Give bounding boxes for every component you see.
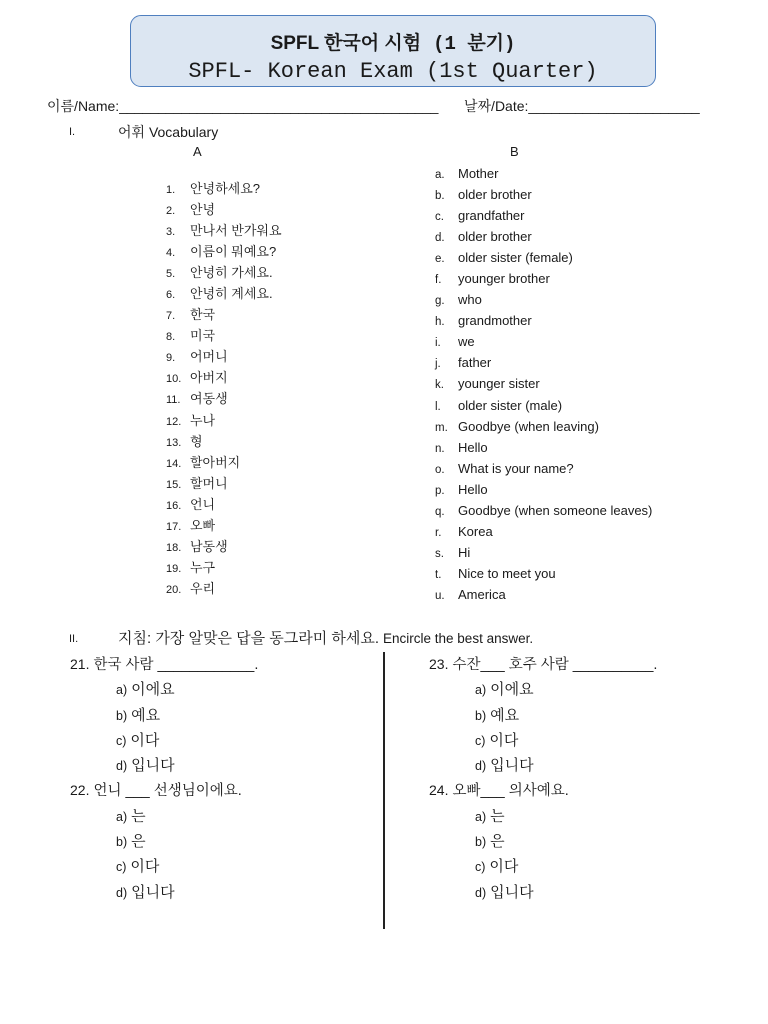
- vocab-a-number: 2.: [166, 205, 176, 218]
- column-divider: [383, 652, 385, 929]
- vocab-a-number: 4.: [166, 247, 176, 260]
- vocab-b-item-e: [435, 247, 652, 268]
- question-21: [70, 652, 258, 677]
- option-text: 입니다: [490, 757, 534, 775]
- question-21-option-b: [70, 703, 258, 728]
- question-22-option-a: [70, 804, 258, 829]
- vocab-a-item-10: [166, 367, 282, 388]
- vocab-a-item-12: [166, 410, 282, 431]
- vocab-b-text: Goodbye (when someone leaves): [458, 502, 653, 518]
- exam-title-box: [130, 15, 656, 87]
- vocab-a-number: 7.: [166, 310, 176, 323]
- vocab-a-item-20: [166, 578, 282, 599]
- vocab-b-text: younger sister: [458, 376, 540, 392]
- vocab-a-item-9: [166, 346, 282, 367]
- vocab-b-text: grandfather: [458, 208, 525, 224]
- question-stem: 한국 사람 ____________.: [93, 657, 259, 673]
- vocab-a-text: 한국: [190, 307, 216, 323]
- vocab-b-letter: j.: [435, 358, 441, 371]
- vocab-b-text: who: [458, 292, 482, 308]
- option-text: 은: [490, 833, 505, 851]
- vocab-b-item-t: [435, 563, 652, 584]
- vocab-b-text: grandmother: [458, 313, 532, 329]
- vocab-a-item-1: [166, 178, 282, 199]
- name-label: 이름/Name:: [47, 98, 120, 114]
- exam-title-main: SPFL 한국어 시험: [270, 33, 422, 54]
- question-24-option-a: [429, 804, 657, 829]
- vocab-b-item-j: [435, 352, 652, 373]
- vocab-a-item-13: [166, 431, 282, 452]
- vocab-b-letter: m.: [435, 421, 448, 434]
- option-label: d): [475, 885, 487, 900]
- option-text: 이에요: [131, 681, 175, 699]
- vocab-b-item-o: [435, 458, 652, 479]
- column-b-heading: B: [510, 144, 519, 159]
- vocab-a-number: 20.: [166, 583, 182, 596]
- instruction-english: Encircle the best answer.: [383, 631, 534, 646]
- vocab-a-item-6: [166, 283, 282, 304]
- vocab-a-text: 아버지: [190, 370, 228, 386]
- vocab-b-letter: u.: [435, 589, 445, 602]
- vocab-a-item-18: [166, 536, 282, 557]
- questions-right-column: [429, 652, 657, 905]
- vocab-a-number: 1.: [166, 184, 176, 196]
- vocab-b-item-c: [435, 205, 652, 226]
- vocab-b-letter: d.: [435, 232, 445, 245]
- vocab-b-letter: t.: [435, 568, 442, 581]
- vocab-a-number: 19.: [166, 562, 182, 575]
- vocab-b-letter: p.: [435, 484, 445, 497]
- column-a-heading: A: [193, 144, 202, 159]
- vocab-a-item-5: [166, 262, 282, 283]
- vocab-b-text: America: [458, 586, 506, 602]
- vocab-a-item-7: [166, 304, 282, 325]
- vocab-b-text: Korea: [458, 523, 493, 539]
- vocab-a-item-14: [166, 452, 282, 473]
- vocab-a-text: 안녕: [190, 202, 216, 218]
- vocab-b-item-g: [435, 289, 652, 310]
- vocab-a-number: 11.: [166, 394, 181, 407]
- question-number: 23.: [429, 656, 449, 672]
- vocab-a-item-11: [166, 388, 282, 409]
- option-label: b): [116, 708, 128, 723]
- vocab-b-text: father: [458, 355, 492, 371]
- question-stem: 오빠___ 의사예요.: [452, 783, 569, 800]
- question-21-option-c: [70, 728, 258, 753]
- vocab-b-item-d: [435, 226, 652, 247]
- vocab-b-text: What is your name?: [458, 460, 574, 476]
- vocab-a-text: 이름이 뭐예요?: [190, 244, 277, 260]
- question-22-option-c: [70, 854, 258, 879]
- question-stem: 수잔___ 호주 사람 __________.: [452, 657, 658, 673]
- section-2-instruction: [118, 628, 533, 650]
- vocab-b-text: older brother: [458, 229, 532, 245]
- vocab-a-text: 어머니: [190, 349, 228, 365]
- option-label: a): [116, 683, 128, 698]
- option-text: 은: [131, 833, 146, 851]
- option-text: 이다: [489, 858, 519, 876]
- date-blank: ______________________: [528, 98, 700, 114]
- vocab-a-item-3: [166, 220, 282, 241]
- vocab-b-item-l: [435, 395, 652, 416]
- vocab-a-text: 안녕하세요?: [190, 181, 261, 196]
- option-text: 이다: [489, 731, 519, 749]
- vocab-b-text: older brother: [458, 187, 532, 203]
- name-field: [47, 96, 438, 116]
- question-23-option-a: [429, 677, 657, 702]
- option-label: b): [116, 835, 128, 850]
- question-23-option-d: [429, 753, 657, 778]
- vocab-b-letter: s.: [435, 547, 444, 560]
- vocab-a-number: 8.: [166, 331, 176, 344]
- section-1-numeral: I.: [69, 126, 76, 138]
- option-text: 입니다: [131, 883, 175, 901]
- vocab-a-item-16: [166, 494, 282, 515]
- option-text: 입니다: [490, 883, 534, 901]
- question-24-option-d: [429, 880, 657, 905]
- vocab-a-item-19: [166, 557, 282, 578]
- vocab-b-item-u: [435, 584, 652, 605]
- vocab-b-item-b: [435, 184, 652, 205]
- vocab-b-letter: a.: [435, 169, 445, 181]
- option-text: 이다: [130, 858, 160, 876]
- vocab-a-text: 언니: [190, 496, 216, 512]
- vocab-column-b: [435, 163, 652, 605]
- vocab-a-text: 누나: [190, 412, 216, 428]
- vocab-b-item-p: [435, 479, 652, 500]
- vocab-b-item-a: [435, 163, 652, 184]
- option-text: 이다: [130, 731, 160, 749]
- vocab-b-letter: g.: [435, 295, 445, 308]
- vocab-a-item-8: [166, 325, 282, 346]
- vocab-a-text: 만나서 반가워요: [190, 223, 282, 239]
- vocab-b-item-i: [435, 331, 652, 352]
- vocab-a-text: 우리: [190, 580, 216, 596]
- option-label: d): [116, 885, 128, 900]
- vocab-a-number: 17.: [166, 520, 182, 533]
- vocab-column-a: [166, 178, 282, 599]
- question-number: 21.: [70, 656, 90, 672]
- vocab-a-text: 할아버지: [190, 454, 241, 470]
- question-number: 22.: [70, 782, 90, 799]
- option-text: 입니다: [131, 757, 175, 775]
- option-label: a): [475, 683, 487, 698]
- vocab-a-number: 13.: [166, 436, 182, 449]
- vocab-b-item-h: [435, 310, 652, 331]
- vocab-a-text: 안녕히 가세요.: [190, 265, 273, 281]
- option-label: b): [475, 708, 487, 723]
- vocab-b-letter: c.: [435, 211, 444, 224]
- vocab-b-item-n: [435, 437, 652, 458]
- vocab-b-text: Mother: [458, 166, 499, 181]
- vocab-b-letter: b.: [435, 190, 445, 203]
- date-label: 날짜/Date:: [464, 98, 529, 114]
- vocab-a-number: 6.: [166, 289, 176, 302]
- section-1-title: 어휘 Vocabulary: [118, 124, 219, 140]
- option-text: 는: [131, 807, 146, 825]
- vocab-b-text: Nice to meet you: [458, 565, 556, 581]
- vocab-b-letter: e.: [435, 253, 445, 266]
- vocab-b-text: Hi: [458, 544, 471, 560]
- vocab-a-text: 여동생: [190, 391, 228, 407]
- option-label: a): [475, 809, 487, 824]
- vocab-a-text: 미국: [190, 328, 216, 344]
- vocab-b-letter: n.: [435, 442, 445, 455]
- vocab-b-letter: q.: [435, 505, 445, 518]
- option-label: c): [116, 733, 127, 748]
- vocab-a-number: 18.: [166, 541, 182, 554]
- vocab-a-item-15: [166, 473, 282, 494]
- vocab-b-letter: h.: [435, 316, 445, 329]
- question-21-option-d: [70, 753, 258, 778]
- instruction-korean: 지침: 가장 알맞은 답을 동그라미 하세요.: [118, 630, 380, 647]
- questions-left-column: [70, 652, 258, 905]
- option-text: 이에요: [490, 681, 534, 699]
- vocab-a-number: 9.: [166, 352, 176, 365]
- question-24-option-b: [429, 829, 657, 854]
- vocab-b-item-m: [435, 416, 652, 437]
- date-field: [464, 96, 700, 116]
- vocab-b-item-f: [435, 268, 652, 289]
- question-23-option-b: [429, 703, 657, 728]
- question-22-option-d: [70, 880, 258, 905]
- exam-title-quarter: (1 분기): [433, 33, 516, 55]
- vocab-a-number: 14.: [166, 457, 182, 470]
- exam-title-korean: [131, 32, 655, 56]
- question-24-option-c: [429, 854, 657, 879]
- question-21-option-a: [70, 677, 258, 702]
- vocab-a-number: 5.: [166, 268, 176, 281]
- vocab-b-letter: r.: [435, 526, 442, 539]
- vocab-b-item-r: [435, 521, 652, 542]
- vocab-a-item-4: [166, 241, 282, 262]
- vocab-a-number: 12.: [166, 415, 182, 428]
- vocab-a-number: 3.: [166, 226, 176, 239]
- vocab-b-text: older sister (female): [458, 250, 573, 266]
- vocab-a-number: 15.: [166, 478, 182, 491]
- option-label: d): [475, 759, 487, 774]
- vocab-b-item-k: [435, 373, 652, 394]
- option-label: c): [475, 860, 486, 875]
- question-24: [429, 778, 657, 803]
- vocab-a-text: 남동생: [190, 538, 228, 554]
- vocab-b-letter: o.: [435, 463, 445, 476]
- option-label: b): [475, 835, 487, 850]
- vocab-a-text: 누구: [190, 559, 216, 575]
- vocab-a-text: 형: [190, 433, 203, 449]
- vocab-b-letter: f.: [435, 274, 442, 287]
- vocab-a-number: 10.: [166, 373, 182, 386]
- vocab-b-text: Hello: [458, 481, 488, 497]
- vocab-b-text: older sister (male): [458, 397, 563, 413]
- vocab-b-text: Goodbye (when leaving): [458, 418, 599, 434]
- option-label: d): [116, 759, 128, 774]
- name-blank: _________________________________________: [119, 98, 439, 114]
- vocab-a-item-2: [166, 199, 282, 220]
- vocab-b-letter: l.: [435, 400, 441, 413]
- option-text: 는: [490, 807, 505, 825]
- vocab-a-item-17: [166, 515, 282, 536]
- vocab-a-text: 안녕히 계세요.: [190, 286, 273, 302]
- question-23: [429, 652, 657, 677]
- vocab-b-letter: k.: [435, 379, 444, 392]
- vocab-a-text: 할머니: [190, 475, 228, 491]
- section-2-numeral: II.: [69, 633, 79, 645]
- option-label: a): [116, 809, 128, 824]
- question-stem: 언니 ___ 선생님이에요.: [93, 783, 242, 800]
- vocab-b-text: we: [458, 334, 475, 350]
- vocab-b-item-s: [435, 542, 652, 563]
- option-label: c): [116, 860, 127, 875]
- vocab-b-text: younger brother: [458, 271, 550, 287]
- option-text: 예요: [490, 706, 520, 724]
- question-23-option-c: [429, 728, 657, 753]
- exam-title-english: SPFL- Korean Exam (1st Quarter): [188, 59, 598, 84]
- question-22: [70, 778, 258, 803]
- vocab-a-number: 16.: [166, 499, 182, 512]
- vocab-b-item-q: [435, 500, 652, 521]
- question-number: 24.: [429, 782, 449, 799]
- vocab-b-text: Hello: [458, 439, 488, 455]
- question-22-option-b: [70, 829, 258, 854]
- option-text: 예요: [131, 706, 161, 724]
- vocab-b-letter: i.: [435, 337, 441, 350]
- option-label: c): [475, 733, 486, 748]
- vocab-a-text: 오빠: [190, 517, 216, 533]
